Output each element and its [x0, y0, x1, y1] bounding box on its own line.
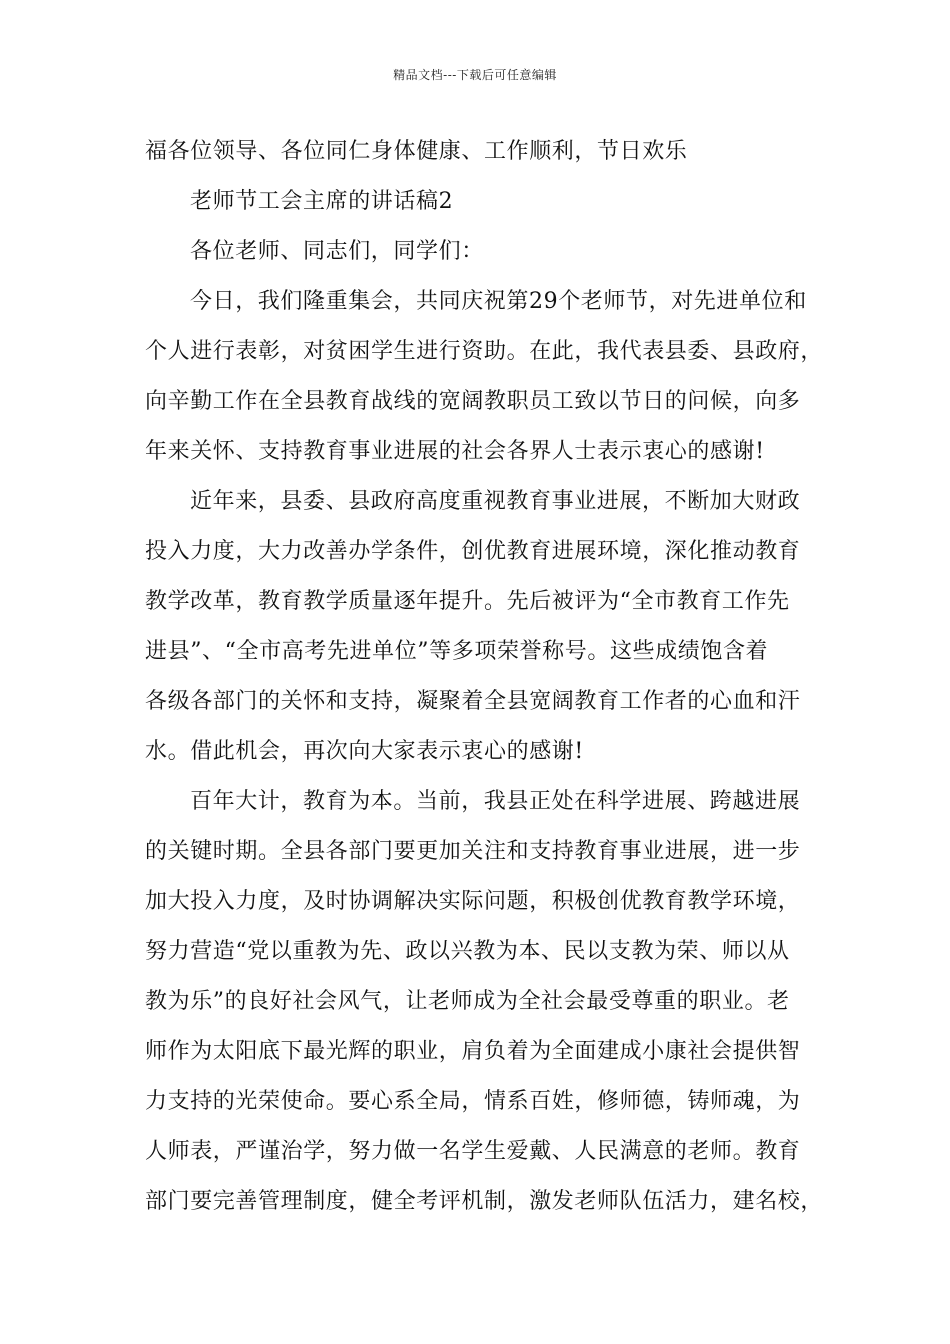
- text-line: 百年大计，教育为本。当前，我县正处在科学进展、跨越进展: [190, 789, 801, 814]
- text-line: 水。借此机会，再次向大家表示衷心的感谢!: [145, 739, 584, 764]
- text-line: 向辛勤工作在全县教育战线的宽阔教职员工致以节日的问候，向多: [145, 389, 801, 414]
- text-line: 年来关怀、支持教育事业进展的社会各界人士表示衷心的感谢!: [145, 439, 765, 464]
- text-line: 各级各部门的关怀和支持，凝聚着全县宽阔教育工作者的心血和汗: [145, 689, 801, 714]
- text-line: 加大投入力度，及时协调解决实际问题，积极创优教育教学环境，: [145, 889, 801, 914]
- text-line: 个人进行表彰，对贫困学生进行资助。在此，我代表县委、县政府，: [145, 339, 824, 364]
- text-line: 人师表，严谨治学，努力做一名学生爱戴、人民满意的老师。教育: [145, 1139, 801, 1164]
- text-line: 努力营造“党以重教为先、政以兴教为本、民以支教为荣、师以从: [145, 939, 790, 964]
- text-line: 福各位领导、各位同仁身体健康、工作顺利，节日欢乐: [145, 139, 688, 164]
- salutation: 各位老师、同志们，同学们：: [190, 239, 484, 264]
- text-line: 教为乐”的良好社会风气，让老师成为全社会最受尊重的职业。老: [145, 989, 790, 1014]
- text-line: 师作为太阳底下最光辉的职业，肩负着为全面建成小康社会提供智: [145, 1039, 801, 1064]
- text-line: 近年来，县委、县政府高度重视教育事业进展，不断加大财政: [190, 489, 801, 514]
- text-line: 力支持的光荣使命。要心系全局，情系百姓，修师德，铸师魂，为: [145, 1089, 801, 1114]
- text-line: 教学改革，教育教学质量逐年提升。先后被评为“全市教育工作先: [145, 589, 790, 614]
- text-line: 今日，我们隆重集会，共同庆祝第29个老师节，对先进单位和: [190, 289, 807, 314]
- text-line: 的关键时期。全县各部门要更加关注和支持教育事业进展，进一步: [145, 839, 801, 864]
- text-line: 投入力度，大力改善办学条件，创优教育进展环境，深化推动教育: [145, 539, 801, 564]
- section-title: 老师节工会主席的讲话稿2: [190, 189, 454, 214]
- text-line: 进县”、“全市高考先进单位”等多项荣誉称号。这些成绩饱含着: [145, 639, 769, 664]
- text-line: 部门要完善管理制度，健全考评机制，激发老师队伍活力，建名校，: [145, 1189, 824, 1214]
- page-header: 精品文档---下载后可任意编辑: [393, 68, 557, 82]
